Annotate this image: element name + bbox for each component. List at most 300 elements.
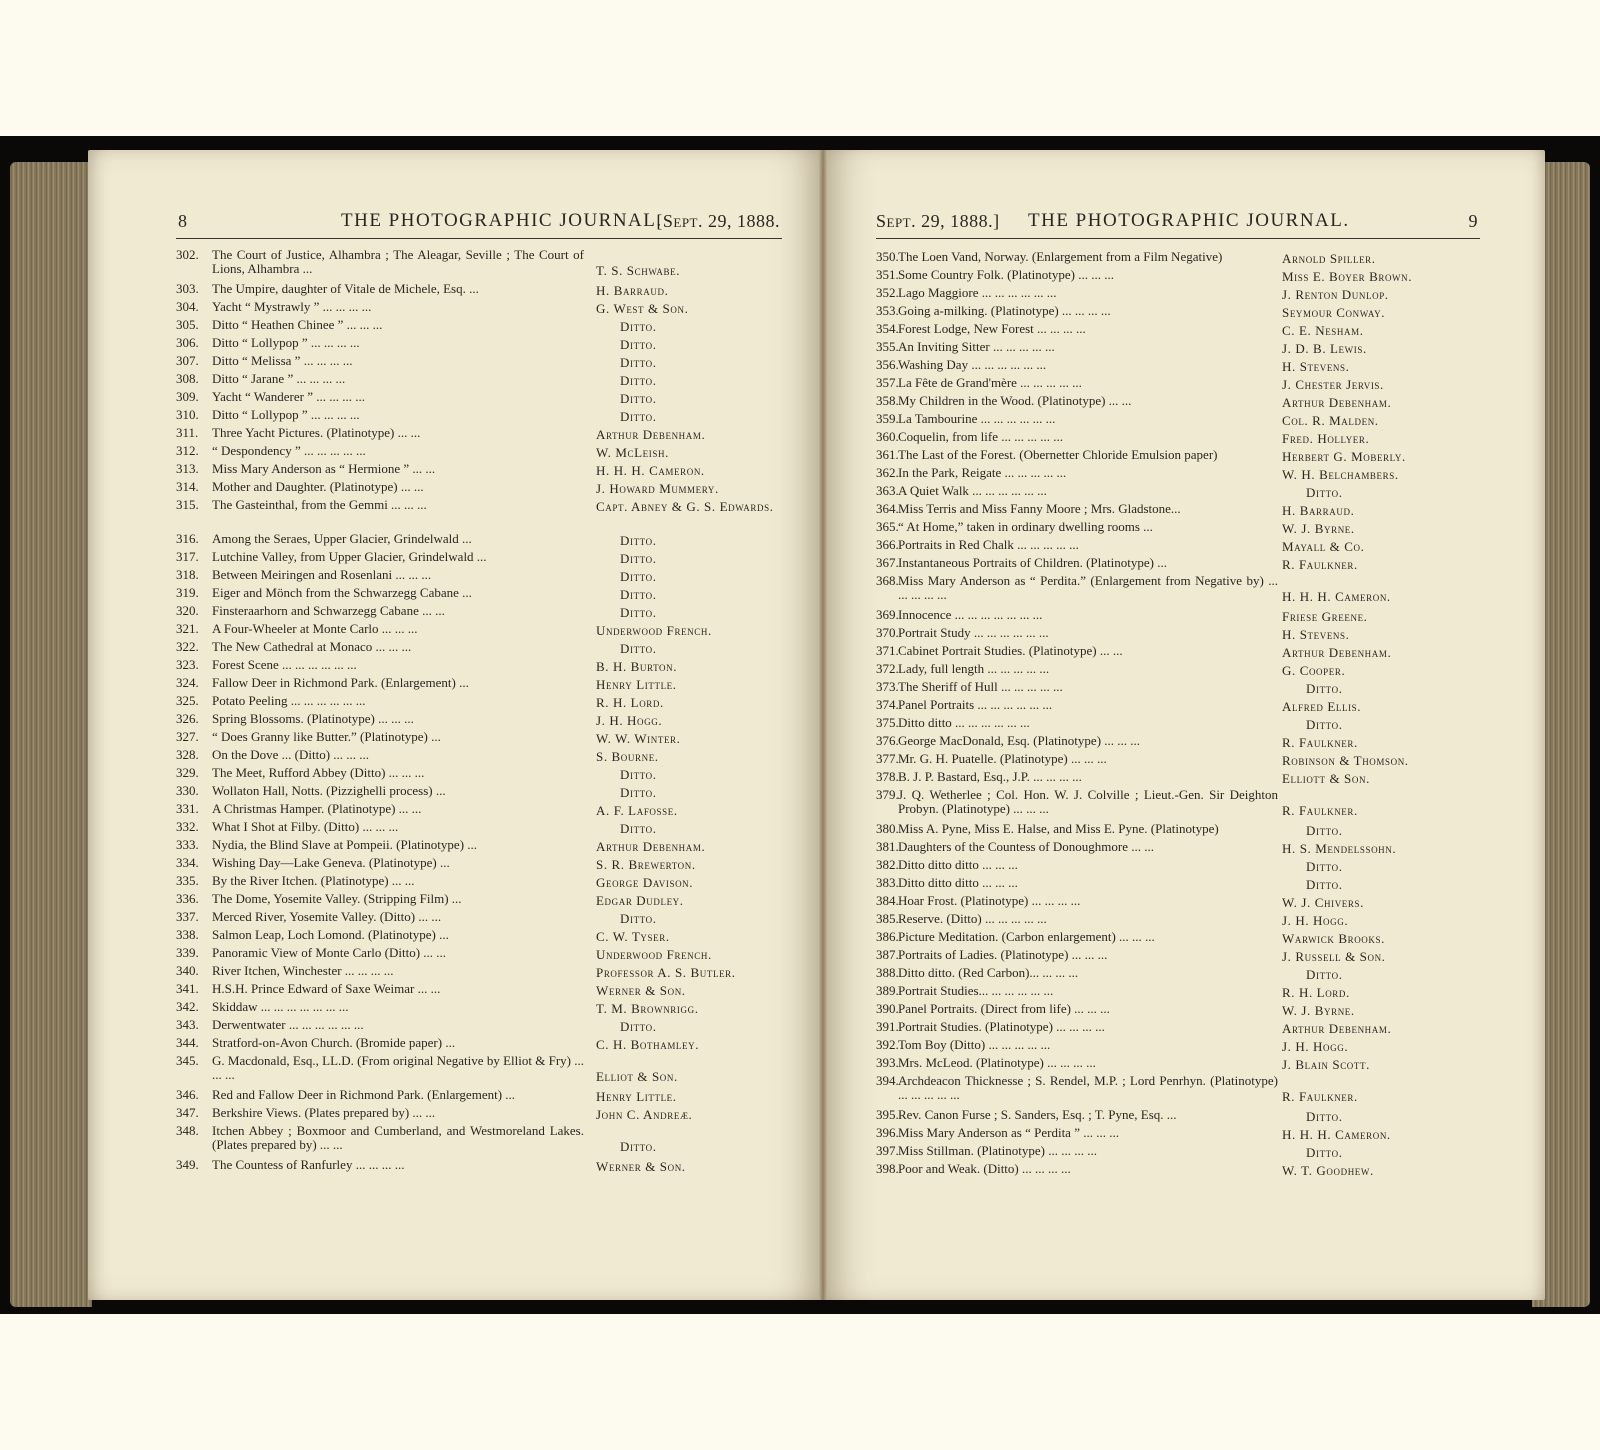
exhibit-number: 380. bbox=[876, 821, 899, 836]
exhibitor-name: Underwood French. bbox=[596, 623, 712, 638]
exhibit-title: Coquelin, from life ... ... ... ... ... bbox=[898, 430, 1064, 444]
exhibitor-name: Mayall & Co. bbox=[1282, 539, 1365, 554]
exhibitor-name: Ditto. bbox=[620, 533, 657, 548]
exhibitor-name: Ditto. bbox=[1306, 485, 1343, 500]
exhibit-number: 304. bbox=[176, 299, 199, 314]
exhibit-entry bbox=[876, 286, 1484, 302]
exhibit-title: Fallow Deer in Richmond Park. (Enlargement) ... bbox=[212, 676, 469, 690]
exhibitor-name: Ditto. bbox=[620, 605, 657, 620]
exhibit-number: 312. bbox=[176, 443, 199, 458]
exhibitor-name: H. S. Mendelssohn. bbox=[1282, 841, 1397, 856]
exhibit-number: 370. bbox=[876, 625, 899, 640]
exhibitor-name: Herbert G. Moberly. bbox=[1282, 449, 1406, 464]
exhibit-number: 348. bbox=[176, 1123, 199, 1138]
exhibit-entry bbox=[176, 480, 788, 496]
exhibitor-name: Professor A. S. Butler. bbox=[596, 965, 736, 980]
exhibit-title: Panoramic View of Monte Carlo (Ditto) ... ... bbox=[212, 946, 447, 960]
exhibit-entry bbox=[876, 930, 1484, 946]
exhibit-entry bbox=[176, 712, 788, 728]
exhibit-number: 359. bbox=[876, 411, 899, 426]
exhibit-title: Forest Scene ... ... ... ... ... ... bbox=[212, 658, 357, 672]
exhibit-title: My Children in the Wood. (Platinotype) ... ... bbox=[898, 394, 1132, 408]
exhibit-number: 350. bbox=[876, 249, 899, 264]
exhibitor-name: H. Barraud. bbox=[1282, 503, 1355, 518]
left-exhibit-list bbox=[176, 0, 788, 1450]
exhibitor-name: J. Renton Dunlop. bbox=[1282, 287, 1389, 302]
exhibit-entry bbox=[176, 586, 788, 602]
exhibitor-name: Elliott & Son. bbox=[1282, 771, 1370, 786]
exhibit-title: Some Country Folk. (Platinotype) ... ... ... bbox=[898, 268, 1114, 282]
exhibitor-name: Werner & Son. bbox=[596, 1159, 686, 1174]
exhibit-title: Itchen Abbey ; Boxmoor and Cumberland, and Westmoreland Lakes. (Plates prepared by) ... ... bbox=[212, 1124, 584, 1152]
exhibit-number: 329. bbox=[176, 765, 199, 780]
exhibit-title: Washing Day ... ... ... ... ... ... bbox=[898, 358, 1047, 372]
left-page-date: [Sept. 29, 1888. bbox=[656, 211, 780, 231]
exhibit-entry bbox=[876, 680, 1484, 696]
exhibitor-name: Edgar Dudley. bbox=[596, 893, 684, 908]
exhibit-entry bbox=[176, 318, 788, 334]
exhibit-entry bbox=[176, 498, 788, 514]
exhibit-title: Wishing Day—Lake Geneva. (Platinotype) ... bbox=[212, 856, 450, 870]
exhibitor-name: Ditto. bbox=[620, 355, 657, 370]
exhibit-number: 326. bbox=[176, 711, 199, 726]
exhibit-number: 387. bbox=[876, 947, 899, 962]
exhibitor-name: Arthur Debenham. bbox=[1282, 1021, 1392, 1036]
exhibitor-name: W. J. Byrne. bbox=[1282, 1003, 1355, 1018]
exhibit-title: Ditto ditto ... ... ... ... ... ... bbox=[898, 716, 1030, 730]
exhibit-entry bbox=[876, 1144, 1484, 1160]
exhibit-number: 343. bbox=[176, 1017, 199, 1032]
exhibit-number: 317. bbox=[176, 549, 199, 564]
exhibit-title: Panel Portraits ... ... ... ... ... ... bbox=[898, 698, 1053, 712]
exhibit-number: 335. bbox=[176, 873, 199, 888]
exhibit-entry bbox=[876, 1020, 1484, 1036]
exhibit-title: Yacht “ Wanderer ” ... ... ... ... bbox=[212, 390, 365, 404]
exhibit-entry bbox=[176, 622, 788, 638]
exhibitor-name: Ditto. bbox=[1306, 1145, 1343, 1160]
exhibit-number: 345. bbox=[176, 1053, 199, 1068]
exhibit-title: Miss A. Pyne, Miss E. Halse, and Miss E. Pyne. (Platinotype) bbox=[898, 822, 1219, 836]
exhibit-entry bbox=[876, 752, 1484, 768]
exhibit-number: 313. bbox=[176, 461, 199, 476]
exhibit-title: Salmon Leap, Loch Lomond. (Platinotype) ... bbox=[212, 928, 449, 942]
exhibit-title: “ Despondency ” ... ... ... ... ... bbox=[212, 444, 366, 458]
exhibitor-name: R. Faulkner. bbox=[1282, 557, 1358, 572]
exhibit-entry bbox=[876, 250, 1484, 266]
exhibit-entry bbox=[876, 268, 1484, 284]
exhibit-number: 334. bbox=[176, 855, 199, 870]
exhibit-title: The Meet, Rufford Abbey (Ditto) ... ... ... bbox=[212, 766, 425, 780]
exhibit-title: Miss Stillman. (Platinotype) ... ... ... ... bbox=[898, 1144, 1097, 1158]
exhibit-title: Lady, full length ... ... ... ... ... bbox=[898, 662, 1050, 676]
exhibitor-name: Warwick Brooks. bbox=[1282, 931, 1385, 946]
exhibit-number: 378. bbox=[876, 769, 899, 784]
exhibit-number: 346. bbox=[176, 1087, 199, 1102]
exhibitor-name: Ditto. bbox=[1306, 717, 1343, 732]
exhibit-entry bbox=[876, 538, 1484, 554]
exhibit-entry bbox=[876, 966, 1484, 982]
exhibit-title: Mrs. McLeod. (Platinotype) ... ... ... ... bbox=[898, 1056, 1096, 1070]
exhibit-number: 352. bbox=[876, 285, 899, 300]
exhibitor-name: W. McLeish. bbox=[596, 445, 669, 460]
exhibit-entry bbox=[876, 304, 1484, 320]
exhibitor-name: J. Blain Scott. bbox=[1282, 1057, 1370, 1072]
exhibit-title: Panel Portraits. (Direct from life) ... ... ... bbox=[898, 1002, 1110, 1016]
exhibit-title: Ditto “ Jarane ” ... ... ... ... bbox=[212, 372, 346, 386]
exhibit-number: 358. bbox=[876, 393, 899, 408]
exhibit-entry bbox=[176, 694, 788, 710]
exhibit-entry bbox=[876, 858, 1484, 874]
left-page-number: 8 bbox=[178, 211, 188, 231]
exhibitor-name: Col. R. Malden. bbox=[1282, 413, 1379, 428]
exhibit-number: 391. bbox=[876, 1019, 899, 1034]
exhibit-entry bbox=[876, 1162, 1484, 1178]
exhibit-entry bbox=[176, 408, 788, 424]
exhibit-title: What I Shot at Filby. (Ditto) ... ... ... bbox=[212, 820, 399, 834]
exhibitor-name: Ditto. bbox=[620, 373, 657, 388]
exhibitor-name: Ditto. bbox=[620, 569, 657, 584]
exhibit-number: 384. bbox=[876, 893, 899, 908]
exhibit-title: George MacDonald, Esq. (Platinotype) ... ... ... bbox=[898, 734, 1141, 748]
exhibit-number: 398. bbox=[876, 1161, 899, 1176]
exhibit-title: Red and Fallow Deer in Richmond Park. (Enlargement) ... bbox=[212, 1088, 516, 1102]
exhibit-number: 386. bbox=[876, 929, 899, 944]
exhibit-title: Innocence ... ... ... ... ... ... ... bbox=[898, 608, 1043, 622]
exhibitor-name: T. S. Schwabe. bbox=[596, 263, 681, 278]
exhibit-title: Portrait Studies... ... ... ... ... ... bbox=[898, 984, 1054, 998]
exhibit-entry bbox=[176, 444, 788, 460]
exhibitor-name: H. H. H. Cameron. bbox=[1282, 589, 1391, 604]
exhibitor-name: C. W. Tyser. bbox=[596, 929, 670, 944]
exhibit-title: On the Dove ... (Ditto) ... ... ... bbox=[212, 748, 370, 762]
exhibitor-name: H. Stevens. bbox=[1282, 359, 1350, 374]
exhibit-title: In the Park, Reigate ... ... ... ... ... bbox=[898, 466, 1067, 480]
exhibit-number: 396. bbox=[876, 1125, 899, 1140]
exhibit-entry bbox=[876, 574, 1484, 606]
exhibitor-name: S. Bourne. bbox=[596, 749, 659, 764]
exhibitor-name: Robinson & Thomson. bbox=[1282, 753, 1409, 768]
exhibitor-name: R. Faulkner. bbox=[1282, 735, 1358, 750]
exhibitor-name: A. F. Lafosse. bbox=[596, 803, 678, 818]
exhibit-entry bbox=[876, 948, 1484, 964]
exhibit-entry bbox=[876, 644, 1484, 660]
exhibit-number: 382. bbox=[876, 857, 899, 872]
exhibitor-name: Arthur Debenham. bbox=[1282, 395, 1392, 410]
exhibit-title: The Umpire, daughter of Vitale de Michele, Esq. ... bbox=[212, 282, 479, 296]
exhibit-title: Daughters of the Countess of Donoughmore ... ... bbox=[898, 840, 1154, 854]
exhibit-number: 337. bbox=[176, 909, 199, 924]
exhibit-entry bbox=[876, 394, 1484, 410]
exhibit-title: Three Yacht Pictures. (Platinotype) ... ... bbox=[212, 426, 421, 440]
exhibitor-name: Ditto. bbox=[620, 767, 657, 782]
exhibit-number: 341. bbox=[176, 981, 199, 996]
exhibit-title: H.S.H. Prince Edward of Saxe Weimar ... ... bbox=[212, 982, 441, 996]
exhibit-entry bbox=[876, 502, 1484, 518]
exhibit-entry bbox=[176, 604, 788, 620]
exhibit-entry bbox=[876, 912, 1484, 928]
exhibit-number: 324. bbox=[176, 675, 199, 690]
exhibit-title: A Four-Wheeler at Monte Carlo ... ... ... bbox=[212, 622, 418, 636]
exhibit-entry bbox=[176, 462, 788, 478]
exhibitor-name: John C. Andreæ. bbox=[596, 1107, 693, 1122]
exhibit-entry bbox=[176, 568, 788, 584]
exhibit-entry bbox=[176, 336, 788, 352]
exhibit-number: 365. bbox=[876, 519, 899, 534]
right-page-date: Sept. 29, 1888.] bbox=[876, 211, 1000, 231]
exhibit-entry bbox=[176, 856, 788, 872]
exhibit-entry bbox=[176, 390, 788, 406]
exhibit-number: 305. bbox=[176, 317, 199, 332]
exhibitor-name: H. Stevens. bbox=[1282, 627, 1350, 642]
exhibit-entry bbox=[876, 626, 1484, 642]
exhibit-title: Skiddaw ... ... ... ... ... ... ... bbox=[212, 1000, 349, 1014]
exhibit-entry bbox=[176, 640, 788, 656]
exhibit-entry bbox=[176, 982, 788, 998]
exhibit-title: Portrait Studies. (Platinotype) ... ... ... ... bbox=[898, 1020, 1105, 1034]
exhibit-number: 366. bbox=[876, 537, 899, 552]
exhibit-title: Ditto “ Heathen Chinee ” ... ... ... bbox=[212, 318, 383, 332]
exhibit-number: 383. bbox=[876, 875, 899, 890]
exhibitor-name: J. Chester Jervis. bbox=[1282, 377, 1384, 392]
exhibitor-name: Ditto. bbox=[1306, 823, 1343, 838]
exhibit-number: 344. bbox=[176, 1035, 199, 1050]
exhibitor-name: Capt. Abney & G. S. Edwards. bbox=[596, 499, 774, 514]
exhibit-title: A Christmas Hamper. (Platinotype) ... ... bbox=[212, 802, 422, 816]
exhibit-entry bbox=[176, 426, 788, 442]
exhibit-title: River Itchen, Winchester ... ... ... ... bbox=[212, 964, 394, 978]
exhibit-number: 360. bbox=[876, 429, 899, 444]
exhibit-number: 381. bbox=[876, 839, 899, 854]
exhibit-title: Miss Mary Anderson as “ Perdita ” ... ... ... bbox=[898, 1126, 1119, 1140]
exhibit-title: Hoar Frost. (Platinotype) ... ... ... ... bbox=[898, 894, 1081, 908]
exhibit-title: Tom Boy (Ditto) ... ... ... ... ... bbox=[898, 1038, 1051, 1052]
exhibitor-name: Ditto. bbox=[620, 391, 657, 406]
exhibit-number: 379. bbox=[876, 787, 899, 802]
exhibitor-name: J. Howard Mummery. bbox=[596, 481, 719, 496]
exhibit-number: 376. bbox=[876, 733, 899, 748]
exhibitor-name: R. Faulkner. bbox=[1282, 803, 1358, 818]
exhibit-title: Among the Seraes, Upper Glacier, Grindelwald ... bbox=[212, 532, 472, 546]
exhibit-entry bbox=[176, 964, 788, 980]
page-edges-left bbox=[10, 162, 92, 1307]
right-page-number: 9 bbox=[1468, 211, 1478, 231]
exhibit-title: Miss Mary Anderson as “ Perdita.” (Enlargement from Negative by) ... ... ... ... ... bbox=[898, 574, 1278, 602]
exhibit-title: Lutchine Valley, from Upper Glacier, Grindelwald ... bbox=[212, 550, 487, 564]
exhibit-title: The Court of Justice, Alhambra ; The Aleagar, Seville ; The Court of Lions, Alhambra ... bbox=[212, 248, 584, 276]
exhibit-title: Rev. Canon Furse ; S. Sanders, Esq. ; T. Pyne, Esq. ... bbox=[898, 1108, 1177, 1122]
exhibit-number: 368. bbox=[876, 573, 899, 588]
exhibit-number: 332. bbox=[176, 819, 199, 834]
exhibit-number: 330. bbox=[176, 783, 199, 798]
exhibit-title: “ At Home,” taken in ordinary dwelling rooms ... bbox=[898, 520, 1153, 534]
exhibit-entry bbox=[176, 928, 788, 944]
exhibit-title: Portraits in Red Chalk ... ... ... ... ... bbox=[898, 538, 1079, 552]
exhibitor-name: C. E. Nesham. bbox=[1282, 323, 1364, 338]
exhibitor-name: J. H. Hogg. bbox=[1282, 913, 1349, 928]
exhibit-title: B. J. P. Bastard, Esq., J.P. ... ... ... ... bbox=[898, 770, 1082, 784]
exhibit-title: Wollaton Hall, Notts. (Pizzighelli process) ... bbox=[212, 784, 446, 798]
exhibitor-name: R. Faulkner. bbox=[1282, 1089, 1358, 1104]
exhibit-number: 373. bbox=[876, 679, 899, 694]
exhibit-number: 321. bbox=[176, 621, 199, 636]
exhibit-number: 362. bbox=[876, 465, 899, 480]
exhibit-title: Mother and Daughter. (Platinotype) ... ... bbox=[212, 480, 424, 494]
exhibitor-name: Ditto. bbox=[620, 337, 657, 352]
exhibit-entry bbox=[176, 372, 788, 388]
exhibit-title: Spring Blossoms. (Platinotype) ... ... ... bbox=[212, 712, 414, 726]
exhibit-title: Merced River, Yosemite Valley. (Ditto) ... ... bbox=[212, 910, 442, 924]
exhibit-entry bbox=[876, 876, 1484, 892]
exhibit-title: A Quiet Walk ... ... ... ... ... ... bbox=[898, 484, 1047, 498]
exhibit-entry bbox=[876, 556, 1484, 572]
exhibit-title: Portrait Study ... ... ... ... ... ... bbox=[898, 626, 1049, 640]
exhibit-entry bbox=[876, 412, 1484, 428]
exhibit-number: 354. bbox=[876, 321, 899, 336]
exhibit-number: 375. bbox=[876, 715, 899, 730]
exhibitor-name: W. T. Goodhew. bbox=[1282, 1163, 1374, 1178]
exhibit-title: Forest Lodge, New Forest ... ... ... ... bbox=[898, 322, 1086, 336]
exhibitor-name: Ditto. bbox=[620, 551, 657, 566]
exhibit-title: Poor and Weak. (Ditto) ... ... ... ... bbox=[898, 1162, 1071, 1176]
exhibit-entry bbox=[176, 282, 788, 298]
exhibit-entry bbox=[176, 784, 788, 800]
exhibit-number: 361. bbox=[876, 447, 899, 462]
exhibit-number: 316. bbox=[176, 531, 199, 546]
exhibit-title: La Fête de Grand'mère ... ... ... ... ... bbox=[898, 376, 1082, 390]
exhibit-entry bbox=[876, 716, 1484, 732]
exhibit-number: 309. bbox=[176, 389, 199, 404]
exhibit-entry bbox=[176, 766, 788, 782]
exhibit-number: 393. bbox=[876, 1055, 899, 1070]
exhibit-entry bbox=[176, 892, 788, 908]
exhibit-entry bbox=[176, 532, 788, 548]
exhibit-title: Ditto “ Lollypop ” ... ... ... ... bbox=[212, 336, 360, 350]
exhibit-title: Berkshire Views. (Plates prepared by) ... ... bbox=[212, 1106, 436, 1120]
exhibit-title: The New Cathedral at Monaco ... ... ... bbox=[212, 640, 412, 654]
exhibitor-name: Arnold Spiller. bbox=[1282, 251, 1376, 266]
exhibit-entry bbox=[176, 946, 788, 962]
exhibit-entry bbox=[876, 608, 1484, 624]
exhibit-number: 311. bbox=[176, 425, 199, 440]
exhibit-number: 353. bbox=[876, 303, 899, 318]
exhibit-number: 308. bbox=[176, 371, 199, 386]
exhibitor-name: J. H. Hogg. bbox=[1282, 1039, 1349, 1054]
exhibit-title: The Loen Vand, Norway. (Enlargement from a Film Negative) bbox=[898, 250, 1223, 264]
exhibit-number: 388. bbox=[876, 965, 899, 980]
exhibit-number: 314. bbox=[176, 479, 199, 494]
exhibitor-name: H. H. H. Cameron. bbox=[1282, 1127, 1391, 1142]
exhibit-number: 394. bbox=[876, 1073, 899, 1088]
exhibitor-name: Elliot & Son. bbox=[596, 1069, 678, 1084]
exhibitor-name: W. W. Winter. bbox=[596, 731, 681, 746]
exhibit-title: La Tambourine ... ... ... ... ... ... bbox=[898, 412, 1056, 426]
exhibit-number: 318. bbox=[176, 567, 199, 582]
exhibitor-name: Ditto. bbox=[620, 785, 657, 800]
exhibit-title: Ditto “ Melissa ” ... ... ... ... bbox=[212, 354, 353, 368]
exhibit-number: 364. bbox=[876, 501, 899, 516]
exhibit-number: 372. bbox=[876, 661, 899, 676]
exhibit-title: Miss Terris and Miss Fanny Moore ; Mrs. Gladstone... bbox=[898, 502, 1181, 516]
exhibitor-name: R. H. Lord. bbox=[1282, 985, 1350, 1000]
exhibit-entry bbox=[176, 748, 788, 764]
exhibitor-name: Miss E. Boyer Brown. bbox=[1282, 269, 1413, 284]
exhibit-number: 303. bbox=[176, 281, 199, 296]
exhibit-entry bbox=[876, 1038, 1484, 1054]
exhibit-entry bbox=[876, 430, 1484, 446]
exhibit-title: Reserve. (Ditto) ... ... ... ... ... bbox=[898, 912, 1047, 926]
exhibitor-name: Underwood French. bbox=[596, 947, 712, 962]
exhibit-entry bbox=[876, 788, 1484, 820]
exhibitor-name: Fred. Hollyer. bbox=[1282, 431, 1370, 446]
exhibit-title: J. Q. Wetherlee ; Col. Hon. W. J. Colville ; Lieut.-Gen. Sir Deighton Probyn. (Platinotype) ... ... ... bbox=[898, 788, 1278, 816]
exhibit-entry bbox=[176, 354, 788, 370]
exhibit-entry bbox=[876, 662, 1484, 678]
exhibit-entry bbox=[176, 1106, 788, 1122]
exhibitor-name: B. H. Burton. bbox=[596, 659, 678, 674]
exhibit-number: 392. bbox=[876, 1037, 899, 1052]
book-gutter bbox=[819, 150, 827, 1300]
exhibit-number: 328. bbox=[176, 747, 199, 762]
exhibit-entry bbox=[876, 734, 1484, 750]
exhibitor-name: Ditto. bbox=[620, 821, 657, 836]
exhibitor-name: Seymour Conway. bbox=[1282, 305, 1386, 320]
exhibit-title: The Sheriff of Hull ... ... ... ... ... bbox=[898, 680, 1063, 694]
exhibit-number: 357. bbox=[876, 375, 899, 390]
exhibit-title: “ Does Granny like Butter.” (Platinotype) ... bbox=[212, 730, 441, 744]
exhibit-entry bbox=[876, 448, 1484, 464]
exhibit-title: Going a-milking. (Platinotype) ... ... ... ... bbox=[898, 304, 1111, 318]
exhibit-entry bbox=[876, 340, 1484, 356]
exhibit-entry bbox=[176, 1000, 788, 1016]
exhibit-number: 363. bbox=[876, 483, 899, 498]
exhibitor-name: Ditto. bbox=[1306, 859, 1343, 874]
exhibit-number: 322. bbox=[176, 639, 199, 654]
exhibitor-name: Ditto. bbox=[1306, 681, 1343, 696]
exhibit-title: Nydia, the Blind Slave at Pompeii. (Platinotype) ... bbox=[212, 838, 478, 852]
exhibit-number: 310. bbox=[176, 407, 199, 422]
exhibit-number: 327. bbox=[176, 729, 199, 744]
exhibitor-name: Ditto. bbox=[620, 641, 657, 656]
exhibitor-name: Arthur Debenham. bbox=[596, 839, 706, 854]
exhibit-number: 385. bbox=[876, 911, 899, 926]
left-journal-title: THE PHOTOGRAPHIC JOURNAL. bbox=[341, 210, 663, 231]
exhibit-title: Derwentwater ... ... ... ... ... ... bbox=[212, 1018, 364, 1032]
exhibitor-name: Ditto. bbox=[1306, 877, 1343, 892]
exhibit-number: 367. bbox=[876, 555, 899, 570]
exhibit-title: The Gasteinthal, from the Gemmi ... ... ... bbox=[212, 498, 427, 512]
exhibit-entry bbox=[176, 1018, 788, 1034]
exhibitor-name: Ditto. bbox=[620, 911, 657, 926]
exhibit-title: G. Macdonald, Esq., LL.D. (From original Negative by Elliot & Fry) ... ... ... bbox=[212, 1054, 584, 1082]
exhibit-entry bbox=[876, 1002, 1484, 1018]
exhibit-entry bbox=[876, 1056, 1484, 1072]
exhibitor-name: H. Barraud. bbox=[596, 283, 669, 298]
exhibit-number: 339. bbox=[176, 945, 199, 960]
exhibit-entry bbox=[876, 322, 1484, 338]
exhibit-number: 338. bbox=[176, 927, 199, 942]
exhibitor-name: W. H. Belchambers. bbox=[1282, 467, 1399, 482]
exhibit-number: 342. bbox=[176, 999, 199, 1014]
exhibit-title: Ditto ditto ditto ... ... ... bbox=[898, 876, 1018, 890]
exhibit-entry bbox=[176, 838, 788, 854]
exhibit-number: 349. bbox=[176, 1157, 199, 1172]
exhibitor-name: George Davison. bbox=[596, 875, 694, 890]
exhibitor-name: W. J. Chivers. bbox=[1282, 895, 1364, 910]
exhibit-number: 333. bbox=[176, 837, 199, 852]
exhibit-number: 371. bbox=[876, 643, 899, 658]
exhibitor-name: Henry Little. bbox=[596, 1089, 677, 1104]
exhibit-entry bbox=[176, 1158, 788, 1174]
